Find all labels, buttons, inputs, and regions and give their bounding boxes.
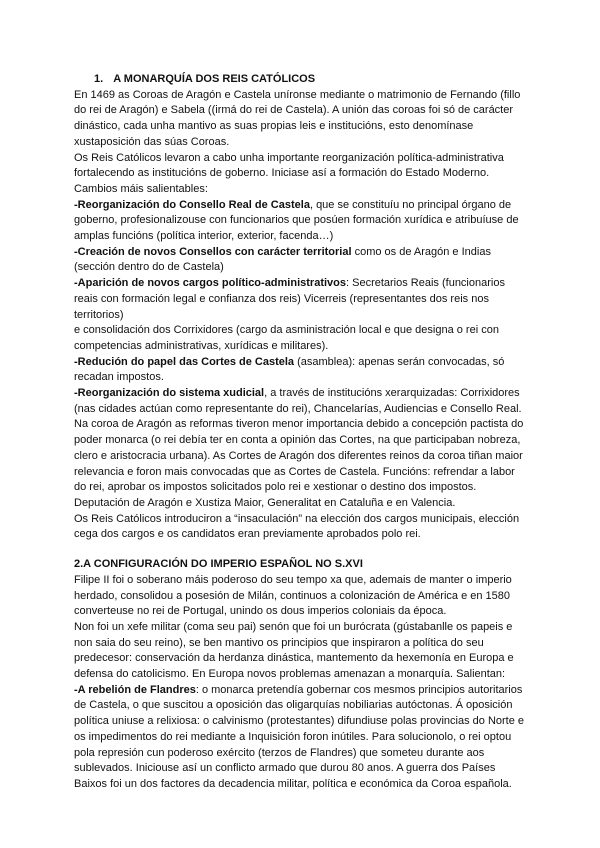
list-item-heading: -Creación de novos Consellos con carácter territorial	[74, 245, 352, 258]
section1-heading	[74, 72, 528, 88]
list-item-heading: -A rebelión de Flandres	[74, 683, 196, 696]
list-item-text: (asamblea): apenas serán convocadas, só recadan impostos.	[74, 355, 505, 384]
list-item-heading: -Redución do papel das Cortes de Castela	[74, 355, 295, 368]
list-item-text: : o monarca pretendía gobernar cos mesmos principios autoritarios de Castela, o que suscitou a oposición das oligarquías nobiliarias autóctonas. Á oposición política uniuse a relixiosa: o calvinismo (protestantes) difundiuse polas provincias do Norte e os impedimentos do rei mediante a Inquisición foron inútiles. Para solucionolo, o rei optou pola represión cun poderoso exército (terzos de Flandres) que someteu durante aos sublevados. Iniciouse así un conflicto armado que durou 80 anos. A guerra dos Países Baixos foi un dos factores da decadencia militar, política e económica da Coroa española.	[74, 683, 525, 790]
paragraph: Filipe II foi o soberano máis poderoso do seu tempo xa que, ademais de manter o imperio herdado, consolidou a posesión de Milán, continuos a colonización de América e en 1580 converteuse no rei de Portugal, unindo os dous imperios coloniais da época.	[74, 573, 512, 618]
list-item	[74, 245, 528, 276]
section-gap	[74, 543, 528, 557]
list-item-text: , que se constituíu no principal órgano de goberno, profesionalizouse con funcionarios que posúen formación xurídica e atribuíuse de amplas funcións (política interior, exterior, facenda…)	[74, 198, 519, 243]
list-item	[74, 198, 528, 245]
paragraph: En 1469 as Coroas de Aragón e Castela uníronse mediante o matrimonio de Fernando (fillo do rei de Aragón) e Sabela ((irmá do rei de Castela). A unión das coroas foi só de carácter dinástico, cada unha mantivo as suas propias leis e institucións, esto denomínase xustaposición das súas Coroas.	[74, 88, 521, 148]
list-item	[74, 276, 528, 323]
list-item-heading: -Reorganización do Consello Real de Castela	[74, 198, 310, 211]
list-item	[74, 683, 528, 793]
list-item-heading: -Aparición de novos cargos político-administrativos	[74, 277, 346, 290]
section2-heading: 2.A CONFIGURACIÓN DO IMPERIO ESPAÑOL NO S.XVI	[74, 558, 363, 571]
list-item	[74, 355, 528, 386]
list-item-text: : Secretarios Reais (funcionarios reais con formación legal e confianza dos reis) Vicerreis (representantes dos reis nos territorios)	[74, 277, 505, 321]
list-item-text: , a través de institucións xerarquizadas: Corrixidores (nas cidades actúan como representante do rei), Chancelarías, Audiencias e Consello Real.	[74, 387, 522, 415]
section1-number: 1.	[94, 73, 104, 85]
paragraph: e consolidación dos Corrixidores (cargo da asministración local e que designa o rei con competencias administrativas, xurídicas e militares).	[74, 324, 499, 352]
list-item-heading: -Reorganización do sistema xudicial	[74, 387, 265, 400]
paragraph: Os Reis Católicos levaron a cabo unha importante reorganización política-administrativa fortalecendo as institucións de goberno. Iniciase así a formación do Estado Moderno.	[74, 151, 504, 180]
paragraph: Deputación de Aragón e Xustiza Maior, Generalitat en Cataluña e en Valencia.	[74, 496, 456, 509]
section1-title: A MONARQUÍA DOS REIS CATÓLICOS	[113, 73, 316, 85]
paragraph: Os Reis Católicos introduciron a “insaculación” na elección dos cargos municipais, elección cega dos cargos e os candidatos eran previamente aprobados polo rei.	[74, 512, 520, 541]
list-item	[74, 386, 528, 417]
paragraph: Na coroa de Aragón as reformas tiveron menor importancia debido a concepción pactista do poder monarca (o rei debía ter en conta a opinión das Cortes, na que participaban nobreza, clero e aristocracia urbana). As Cortes de Aragón dos diferentes reinos da coroa tiñan maior relevancia e foron mais convocadas que as Cortes de Castela. Funcións: refrendar a labor do rei, aprobar os impostos solicitados polo rei e xestionar o destino dos impostos.	[74, 418, 524, 494]
list-item-text: como os de Aragón e Indias (sección dentro do de Castela)	[74, 245, 491, 274]
paragraph: Cambios máis salientables:	[74, 182, 208, 195]
paragraph: Non foi un xefe militar (coma seu pai) senón que foi un burócrata (gústabanlle os papeis e non saia do seu reino), se ben mantivo os principios que inspiraron a política do seu predecesor: conservación da herdanza dinástica, mantemento da hexemonía en Europa e defensa do catolicismo. En Europa novos problemas amenazan a monarquía. Salientan:	[74, 620, 514, 681]
